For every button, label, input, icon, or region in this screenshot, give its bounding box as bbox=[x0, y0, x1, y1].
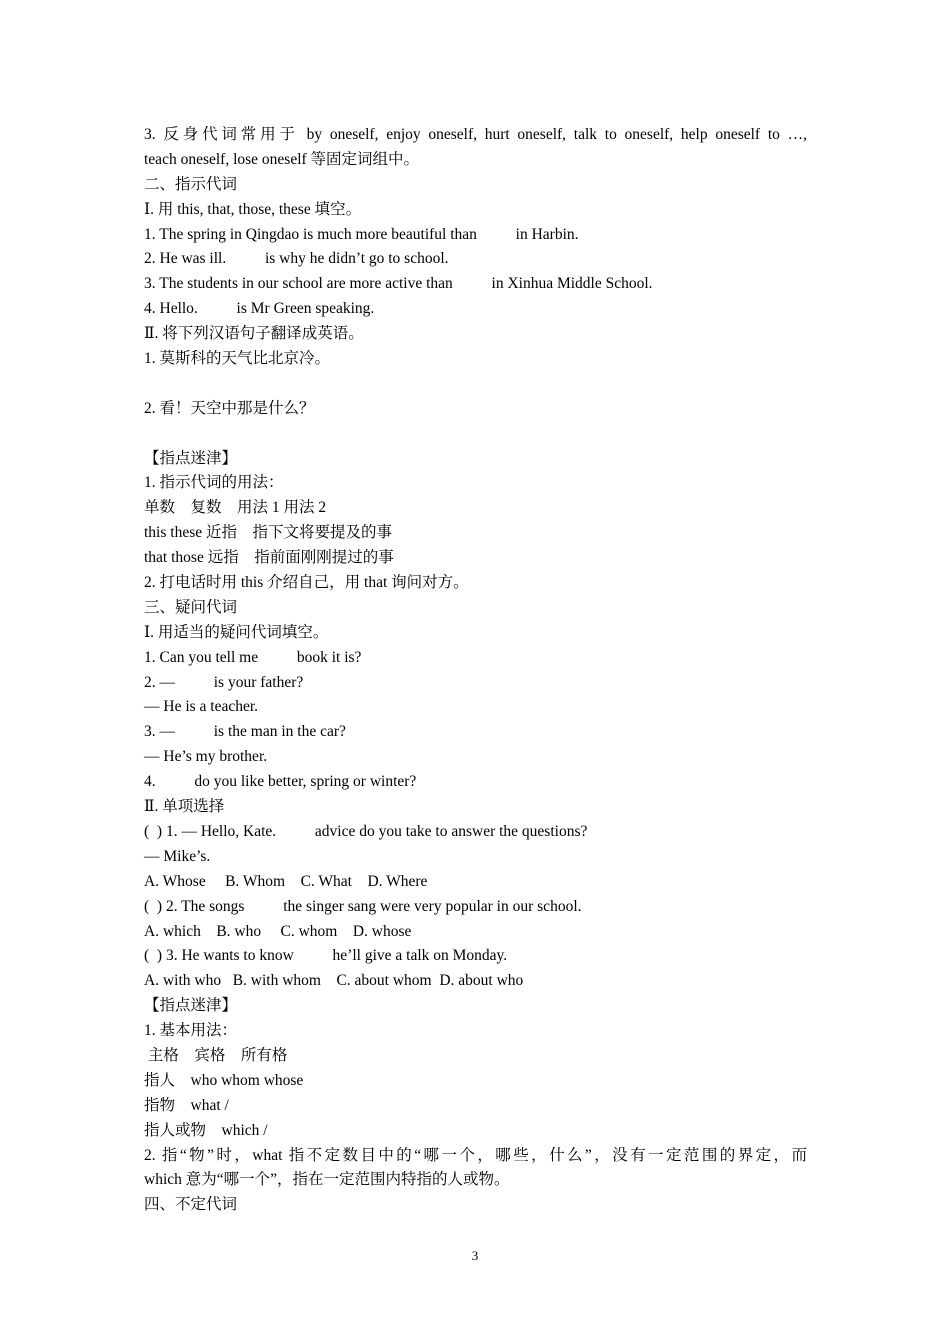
document-body bbox=[144, 123, 807, 1218]
exercise-item: 4. Hello. is Mr Green speaking. bbox=[144, 300, 375, 318]
exercise-item: — He’s my brother. bbox=[144, 748, 268, 766]
exercise-item: — He is a teacher. bbox=[144, 698, 259, 716]
exercise-item: 3. — is the man in the car? bbox=[144, 723, 346, 741]
exercise-item: 2. He was ill. is why he didn’t go to school. bbox=[144, 250, 449, 268]
section-heading: 四、不定代词 bbox=[144, 1196, 238, 1214]
answer-options: A. Whose B. Whom C. What D. Where bbox=[144, 872, 428, 890]
blank-line bbox=[144, 372, 807, 397]
usage-table-row: 指物 what / bbox=[144, 1096, 229, 1114]
section-heading: 三、疑问代词 bbox=[144, 598, 238, 616]
text-line: teach oneself, lose oneself 等固定词组中。 bbox=[144, 150, 420, 168]
exercise-heading: Ⅰ. 用 this, that, those, these 填空。 bbox=[144, 200, 362, 218]
exercise-item: 1. The spring in Qingdao is much more beautiful than in Harbin. bbox=[144, 225, 579, 243]
question-item: ( ) 2. The songs the singer sang were very popular in our school. bbox=[144, 897, 582, 915]
usage-table-row: 指人或物 which / bbox=[144, 1121, 268, 1139]
text-line: which 意为“哪一个”，指在一定范围内特指的人或物。 bbox=[144, 1171, 510, 1189]
text-line: 2. 打电话时用 this 介绍自己，用 that 询问对方。 bbox=[144, 574, 469, 592]
page-number: 3 bbox=[471, 1248, 479, 1263]
text-line: 1. 基本用法： bbox=[144, 1022, 238, 1040]
question-item: — Mike’s. bbox=[144, 847, 211, 865]
usage-table-row: 主格 宾格 所有格 bbox=[144, 1046, 288, 1064]
exercise-item: 2. 看！天空中那是什么？ bbox=[144, 399, 315, 417]
tips-heading: 【指点迷津】 bbox=[144, 449, 238, 467]
exercise-item: 2. — is your father? bbox=[144, 673, 304, 691]
exercise-item: 3. The students in our school are more active than in Xinhua Middle School. bbox=[144, 275, 653, 293]
usage-table-row: 单数 复数 用法 1 用法 2 bbox=[144, 499, 327, 517]
text-line: 2. 指“物”时，what 指不定数目中的“哪一个，哪些，什么”，没有一定范围的界定，而 bbox=[144, 1146, 807, 1164]
text-line: 1. 指示代词的用法： bbox=[144, 474, 284, 492]
exercise-item: 1. 莫斯科的天气比北京冷。 bbox=[144, 350, 331, 368]
exercise-heading: Ⅱ. 单项选择 bbox=[144, 798, 225, 816]
exercise-heading: Ⅱ. 将下列汉语句子翻译成英语。 bbox=[144, 325, 364, 343]
usage-table-row: this these 近指 指下文将要提及的事 bbox=[144, 524, 392, 542]
question-item: ( ) 3. He wants to know he’ll give a talk on Monday. bbox=[144, 947, 508, 965]
answer-options: A. with who B. with whom C. about whom D. about who bbox=[144, 972, 524, 990]
exercise-item: 1. Can you tell me book it is? bbox=[144, 648, 362, 666]
exercise-heading: Ⅰ. 用适当的疑问代词填空。 bbox=[144, 623, 329, 641]
section-heading: 二、指示代词 bbox=[144, 175, 238, 193]
usage-table-row: that those 远指 指前面刚刚提过的事 bbox=[144, 549, 394, 567]
text-line: 3. 反身代词常用于 by oneself, enjoy oneself, hurt oneself, talk to oneself, help oneself to …, bbox=[144, 126, 807, 143]
question-item: ( ) 1. — Hello, Kate. advice do you take to answer the questions? bbox=[144, 822, 588, 840]
exercise-item: 4. do you like better, spring or winter? bbox=[144, 773, 417, 791]
blank-line bbox=[144, 422, 807, 447]
answer-options: A. which B. who C. whom D. whose bbox=[144, 922, 412, 940]
tips-heading: 【指点迷津】 bbox=[144, 997, 238, 1015]
usage-table-row: 指人 who whom whose bbox=[144, 1071, 304, 1089]
